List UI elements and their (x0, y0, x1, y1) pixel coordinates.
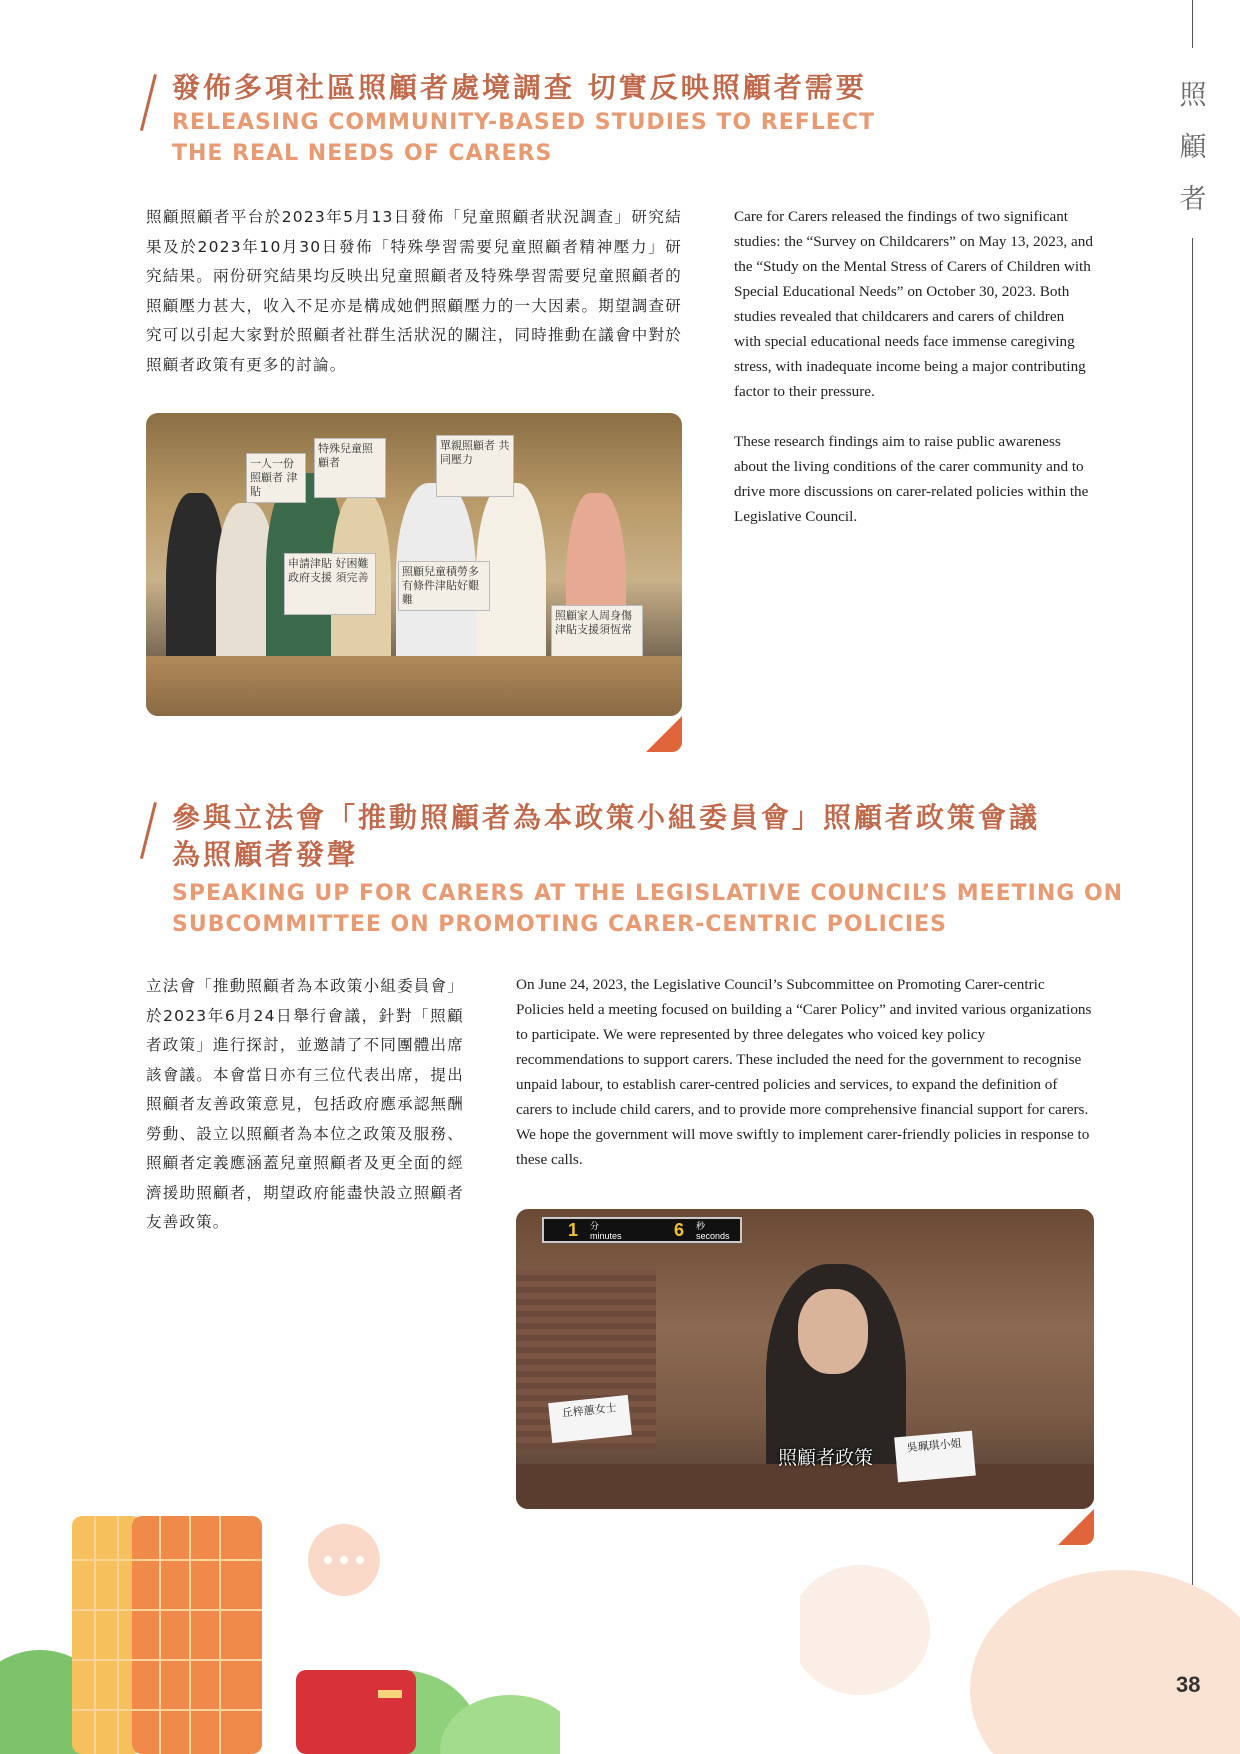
section2-title-zh-2: 為照顧者發聲 (172, 838, 359, 871)
protest-sign: 單親照顧者 共同壓力 (436, 435, 514, 497)
photo-face (798, 1289, 868, 1374)
section2-body-en: On June 24, 2023, the Legislative Council’s Subcommittee on Promoting Carer-centric Policies held a meeting focused on building a “Carer Policy” and invited various organizations to participate. We were represented by three delegates who voiced key policy recommendations to support carers. These included the need for the government to recognise unpaid labour, to establish carer-centred policies and services, to expand the definition of carers to include child carers, and to provide more comprehensive financial support for carers. We hope the government will move swiftly to implement carer-friendly policies in response to these calls. (516, 976, 1092, 1168)
protest-sign: 申請津貼 好困難 政府支援 須完善 (284, 553, 376, 615)
building-shape (132, 1516, 262, 1754)
section2-title-zh-1: 參與立法會「推動照顧者為本政策小組委員會」照顧者政策會議 (172, 801, 1041, 834)
section1-body-en-p1: Care for Carers released the findings of two significant studies: the “Survey on Childcarers” on May 13, 2023, and the “Study on the Mental Stress of Carers of Children with Special Educational Needs” on October 30, 2023. Both studies revealed that childcarers and carers of children with special educational needs face immense caregiving stress, with inadequate income being a major contributing factor to their pressure. (734, 208, 1093, 400)
protest-sign: 一人一份照顧者 津貼 (246, 453, 306, 503)
section1-title-en-2: THE REAL NEEDS OF CARERS (172, 141, 553, 166)
section1-title-zh: 發佈多項社區照顧者處境調查 切實反映照顧者需要 (172, 71, 867, 104)
side-rule-top (1192, 0, 1193, 48)
nameplate-right: 吳珮琪小姐 (894, 1431, 976, 1483)
speaking-timer (542, 1217, 742, 1243)
section-side-tab (1175, 70, 1211, 226)
bubble-dot (340, 1556, 348, 1564)
legco-meeting-photo (516, 1209, 1094, 1509)
section1-body-zh: 照顧照顧者平台於2023年5月13日發佈「兒童照顧者狀況調查」研究結果及於2023年10月30日發佈「特殊學習需要兒童照顧者精神壓力」研究結果。兩份研究結果均反映出兒童照顧者及特殊學習需要兒童照顧者的照顧壓力甚大，收入不足亦是構成她們照顧壓力的一大因素。期望調查研究可以引起大家對於照顧者社群生活狀況的關注，同時推動在議會中對於照顧者政策有更多的討論。 (146, 208, 682, 374)
protest-sign: 照顧兒童積勞多 有條件津貼好艱難 (398, 561, 490, 611)
bubble-shape (800, 1565, 930, 1695)
postbox-slot (378, 1690, 402, 1698)
postbox-shape (296, 1670, 416, 1754)
section1-body-en (734, 204, 1094, 554)
timer-seconds-label: 秒 seconds (696, 1221, 730, 1241)
timer-minutes: 1 (568, 1220, 579, 1240)
side-rule (1192, 238, 1193, 1668)
section2-body-zh: 立法會「推動照顧者為本政策小組委員會」於2023年6月24日舉行會議，針對「照顧者政策」進行探討，並邀請了不同團體出席該會議。本會當日亦有三位代表出席，提出照顧者友善政策意見，包括政府應承認無酬勞動、設立以照顧者為本位之政策及服務、照顧者定義應涵蓋兒童照顧者及更全面的經濟援助照顧者，期望政府能盡快設立照顧者友善政策。 (146, 977, 464, 1231)
nameplate-left: 丘梓蕙女士 (548, 1395, 632, 1443)
press-conference-photo (146, 413, 682, 716)
heading-slash-2 (140, 802, 157, 859)
bubble-shape (970, 1570, 1240, 1754)
photo-table (146, 656, 682, 716)
section2-title-en-1: SPEAKING UP FOR CARERS AT THE LEGISLATIVE COUNCIL’S MEETING ON (172, 881, 1124, 906)
side-tab-char-3: 者 (1179, 184, 1207, 215)
photo-corner-fold-1 (646, 680, 682, 752)
bubble-dot (324, 1556, 332, 1564)
building-shape (72, 1516, 142, 1754)
photo-corner-fold-2 (1058, 1473, 1094, 1545)
page-number: 38 (1176, 1672, 1201, 1697)
timer-minutes-label: 分 minutes (590, 1221, 622, 1241)
bottom-right-bubbles (800, 1560, 1240, 1754)
protest-sign: 照顧家人周身傷 津貼支援須恆常 (551, 605, 643, 667)
section2-title-en-2: SUBCOMMITTEE ON PROMOTING CARER-CENTRIC POLICIES (172, 912, 947, 937)
bottom-left-illustration (0, 1500, 560, 1754)
side-tab-char-1: 照 (1179, 80, 1207, 111)
section1-title-en-1: RELEASING COMMUNITY-BASED STUDIES TO REFLECT (172, 110, 875, 135)
timer-seconds: 6 (674, 1220, 685, 1240)
photo-desk (516, 1464, 1094, 1509)
bubble-dot (356, 1556, 364, 1564)
section1-body-en-p2: These research findings aim to raise public awareness about the living conditions of the carer community and to drive more discussions on carer-related policies within the Legislative Council. (734, 433, 1089, 525)
heading-slash-1 (140, 74, 157, 131)
side-tab-char-2: 顧 (1179, 132, 1207, 163)
video-caption: 照顧者政策 (778, 1447, 874, 1469)
protest-sign: 特殊兒童照顧者 (314, 438, 386, 498)
